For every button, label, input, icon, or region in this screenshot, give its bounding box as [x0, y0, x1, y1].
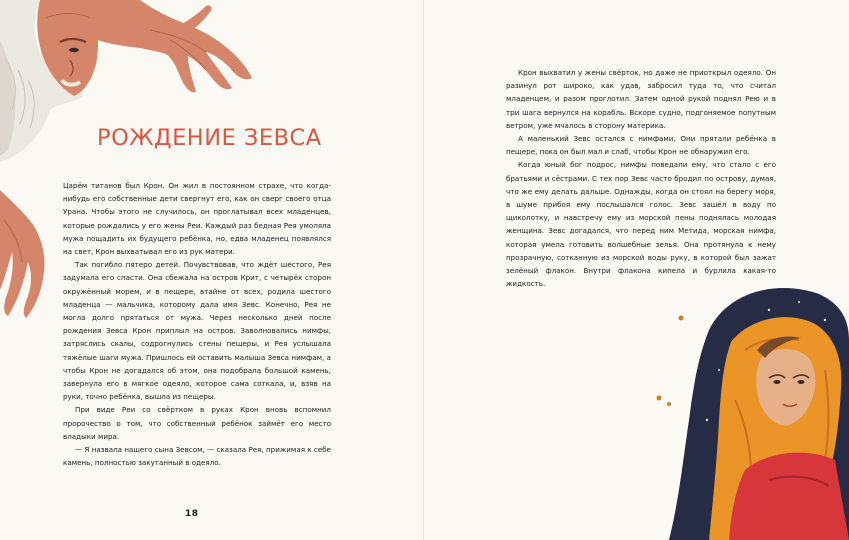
left-page: [0, 0, 424, 540]
paragraph: Царём титанов был Крон. Он жил в постоянном страхе, что когда-нибудь его собственные дети свергнут его, как он сверг своего отца Урана. Чтобы этого не случилось, он проглатывал всех младенцев, которые рождались у его жены Реи. Каждый раз бедная Рея умоляла мужа пощадить их будущего ребёнка, но, едва младенец появлялся на свет, Крон выхватывал его из рук матери.: [63, 181, 331, 257]
paragraph: Так погибло пятеро детей. Почувствовав, что ждёт шестого, Рея задумала его спасти. Она сбежала на остров Крит, с четырёх сторон окружённый морем, и в пещере, втайне от всех, родила шестого младенца — мальчика, которому дала имя Зевс. Конечно, Рея не могла долго прятаться от мужа. Через несколько дней после рождения Зевса Крон приплыл на остров. Заволновались нимфы, затряслись скалы, содрогнулись стены пещеры, и Рея услышала тяжёлые шаги мужа. Пришлось ей оставить малыша Зевса нимфам, а чтобы Крон не догадался об этом, она подобрала большой камень, завернула его в мягкое одеяло, которое сама соткала, и, взяв на руки, точно ребёнка, вышла из пещеры.: [63, 260, 331, 402]
paragraph: Крон выхватил у жены свёрток, но даже не приоткрыл одеяло. Он разинул рот широко, как удав, забросил туда то, что считал младенцем, и разом проглотил. Затем одной рукой поднял Рею и в три шага вернулся на корабль. Вскоре судно, подгоняемое попутным ветром, уже мчалось в сторону материка.: [506, 68, 776, 130]
left-body-text: [63, 179, 331, 469]
paragraph: А маленький Зевс остался с нимфами. Они прятали ребёнка в пещере, пока он был мал и слаб, чтобы Крон не обнаружил его.: [506, 134, 776, 157]
rhea-illustration: [649, 280, 849, 540]
right-body-text: [506, 66, 776, 290]
paragraph: При виде Реи со свёртком в руках Крон вновь вспомнил пророчество о том, что собственный ребёнок займёт его место владыки мира.: [63, 405, 331, 441]
paragraph: Когда юный бог подрос, нимфы поведали ему, что стало с его братьями и сёстрами. С тех пор Зевс часто бродил по острову, думая, что же ему делать дальше. Однажды, когда он стоял на берегу моря, в шуме прибоя ему послышался голос. Зевс зашёл в воду по щиколотку, и навстречу ему из морской пены поднялась молодая женщина. Зевс догадался, что перед ним Метида, морская нимфа, которая умела готовить волшебные зелья. Она протянула к нему прозрачную, сотканную из морской воды руку, в которой был зажат зелёный флакон. Внутри флакона кипела и бурлила какая-то жидкость.: [506, 160, 776, 289]
page-number: 18: [185, 509, 199, 519]
right-page: [424, 0, 849, 540]
chapter-title: РОЖДЕНИЕ ЗЕВСА: [97, 125, 322, 151]
paragraph: — Я назвала нашего сына Зевсом, — сказала Рея, прижимая к себе камень, полностью закутанный в одеяло.: [63, 445, 331, 468]
